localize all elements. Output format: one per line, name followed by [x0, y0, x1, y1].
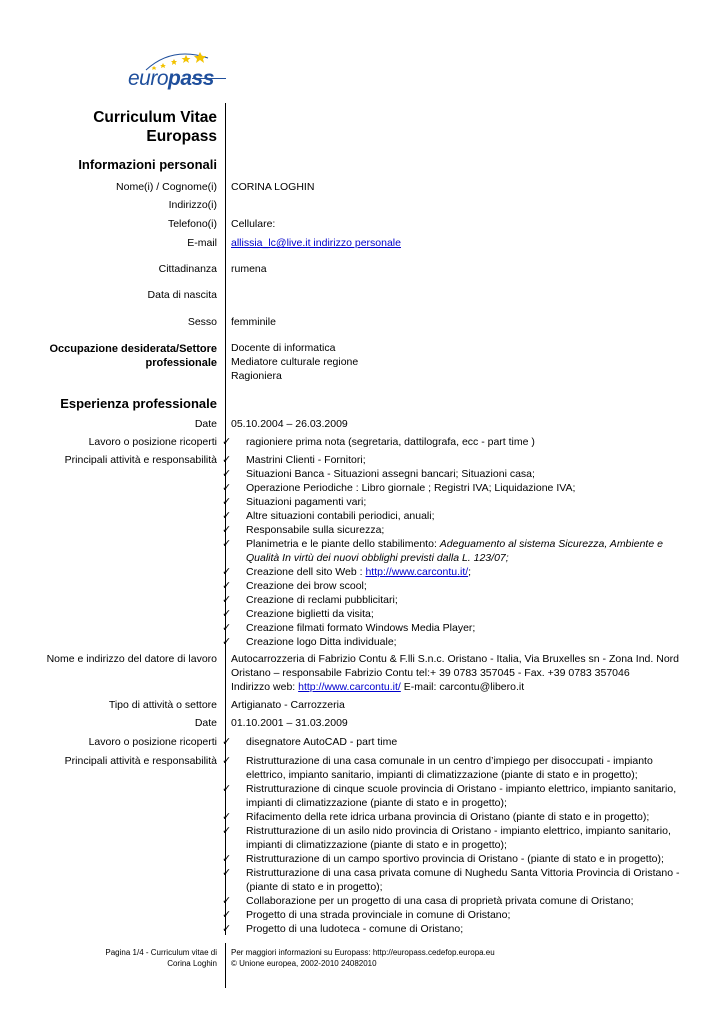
desired-value: Mediatore culturale regione — [231, 356, 359, 368]
list-item — [222, 495, 692, 509]
activity-text: Ristrutturazione di un campo sportivo provincia di Oristano - (piante di stato e in progetto); — [246, 853, 664, 865]
activity-text: Rifacimento della rete idrica urbana provincia di Oristano (piante di stato e in progetto); — [246, 811, 650, 823]
list-item — [222, 866, 692, 894]
activity-text: Ristrutturazione di un asilo nido provincia di Oristano - impianto elettrico, impianto sanitario, impianti di climatizzazione (piante di stato e in progetto); — [246, 825, 671, 851]
activity-text: Situazioni pagamenti vari; — [246, 496, 367, 508]
check-icon: ✓ — [222, 454, 232, 466]
check-icon: ✓ — [222, 608, 232, 620]
footer-divider — [225, 943, 226, 988]
list-item — [222, 579, 692, 593]
job1-activities-list — [222, 453, 692, 649]
job1-employer-value — [231, 652, 679, 694]
website-link[interactable]: http://www.carcontu.it/ — [365, 566, 469, 578]
logo-text-light: euro — [128, 67, 169, 90]
activity-text: Operazione Periodiche : Libro giornale ; Registri IVA; Liquidazione IVA; — [246, 482, 576, 494]
footer-page-info — [105, 947, 217, 969]
list-item — [222, 565, 692, 579]
check-icon: ✓ — [222, 436, 232, 448]
phone-label: Telefono(i) — [167, 218, 217, 230]
activity-text: Progetto di una strada provinciale in comune di Oristano; — [246, 909, 511, 921]
list-item — [222, 824, 692, 852]
desired-occupation-values — [231, 341, 358, 383]
activity-text: Planimetria e le piante dello stabilimento: — [246, 538, 440, 550]
name-value: CORINA LOGHIN — [231, 181, 315, 193]
check-icon: ✓ — [222, 496, 232, 508]
footer-left-line2: Corina Loghin — [167, 959, 217, 968]
employer-email: E-mail: carcontu@libero.it — [400, 681, 525, 693]
job2-activities-list — [222, 754, 692, 936]
address-label: Indirizzo(i) — [168, 199, 217, 211]
check-icon: ✓ — [222, 468, 232, 480]
list-item — [222, 635, 692, 649]
activity-text: Ristrutturazione di una casa privata comune di Nughedu Santa Vittoria Provincia di Oristano - (piante di stato e in progetto); — [246, 867, 680, 893]
activity-text: ; — [468, 566, 472, 578]
footer-europass-info — [231, 947, 495, 969]
activity-text: Creazione di reclami pubblicitari; — [246, 594, 398, 606]
check-icon: ✓ — [222, 482, 232, 494]
footer-right-line1: Per maggiori informazioni su Europass: http://europass.cedefop.europa.eu — [231, 948, 495, 957]
job2-position-value: disegnatore AutoCAD - part time — [246, 736, 398, 748]
logo-underline — [192, 78, 226, 79]
list-item — [222, 754, 692, 782]
footer-left-line1: Pagina 1/4 - Curriculum vitae di — [105, 948, 217, 957]
list-item — [222, 481, 692, 495]
email-label: E-mail — [187, 237, 217, 249]
desired-occupation-label — [50, 342, 218, 370]
name-label: Nome(i) / Cognome(i) — [116, 181, 217, 193]
employer-web-label: Indirizzo web: — [231, 681, 299, 693]
activity-text: Mastrini Clienti - Fornitori; — [246, 454, 366, 466]
employer-line: Oristano – responsabile Fabrizio Contu tel:+ 39 0783 357045 - Fax. +39 0783 357046 — [231, 667, 630, 679]
activity-text: Ristrutturazione di una casa comunale in un centro d’impiego per disoccupati - impianto elettrico, impianto sanitario, impianti di climatizzazione (piante di stato e in progetto); — [246, 755, 653, 781]
list-item — [222, 852, 692, 866]
activity-text: Responsabile sulla sicurezza; — [246, 524, 385, 536]
sex-label: Sesso — [187, 316, 217, 328]
list-item — [222, 537, 692, 565]
job1-employer-label: Nome e indirizzo del datore di lavoro — [46, 653, 217, 665]
logo-wordmark — [128, 67, 214, 91]
list-item — [222, 782, 692, 810]
logo-text-bold: pass — [168, 67, 214, 90]
list-item — [222, 908, 692, 922]
list-item — [222, 435, 692, 449]
check-icon: ✓ — [222, 755, 232, 767]
section-experience: Esperienza professionale — [60, 396, 217, 411]
job1-position-value: ragioniere prima nota (segretaria, dattilografa, ecc - part time ) — [246, 436, 535, 448]
activity-text: Collaborazione per un progetto di una casa di proprietà privata comune di Oristano; — [246, 895, 634, 907]
job2-activities-label: Principali attività e responsabilità — [64, 755, 217, 767]
check-icon: ✓ — [222, 636, 232, 648]
email-link[interactable]: allissia_lc@live.it indirizzo personale — [231, 237, 401, 249]
check-icon: ✓ — [222, 594, 232, 606]
check-icon: ✓ — [222, 580, 232, 592]
activity-text: Creazione dell sito Web : — [246, 566, 366, 578]
check-icon: ✓ — [222, 811, 232, 823]
job2-position-label: Lavoro o posizione ricoperti — [88, 736, 217, 748]
section-personal-info: Informazioni personali — [78, 157, 217, 172]
activity-text: Ristrutturazione di cinque scuole provincia di Oristano - impianto elettrico, impianto sanitario, impianti di climatizzazione (piante di stato e in progetto); — [246, 783, 677, 809]
job2-date-value: 01.10.2001 – 31.03.2009 — [231, 717, 348, 729]
birthdate-label: Data di nascita — [147, 289, 217, 301]
desired-value: Docente di informatica — [231, 342, 336, 354]
title-line1: Curriculum Vitae — [93, 109, 217, 126]
citizenship-label: Cittadinanza — [158, 263, 217, 275]
activity-text: Progetto di una ludoteca - comune di Oristano; — [246, 923, 464, 935]
phone-value: Cellulare: — [231, 218, 276, 230]
job1-sector-label: Tipo di attività o settore — [108, 699, 217, 711]
list-item — [222, 509, 692, 523]
check-icon: ✓ — [222, 923, 232, 935]
desired-label-line1: Occupazione desiderata/Settore — [49, 343, 217, 355]
sex-value: femminile — [231, 316, 276, 328]
title-line2: Europass — [146, 128, 217, 145]
activity-text: Situazioni Banca - Situazioni assegni bancari; Situazioni casa; — [246, 468, 535, 480]
job1-position-label: Lavoro o posizione ricoperti — [88, 436, 217, 448]
job1-date-label: Date — [194, 418, 217, 430]
check-icon: ✓ — [222, 909, 232, 921]
citizenship-value: rumena — [231, 263, 267, 275]
job2-position-list — [222, 735, 692, 749]
employer-web-link[interactable]: http://www.carcontu.it/ — [298, 681, 401, 693]
check-icon: ✓ — [222, 538, 232, 550]
list-item — [222, 453, 692, 467]
list-item — [222, 467, 692, 481]
job2-date-label: Date — [194, 717, 217, 729]
activity-text: Creazione dei brow scool; — [246, 580, 367, 592]
check-icon: ✓ — [222, 510, 232, 522]
employer-web-line — [231, 680, 679, 694]
list-item — [222, 810, 692, 824]
check-icon: ✓ — [222, 853, 232, 865]
list-item — [222, 607, 692, 621]
list-item — [222, 922, 692, 936]
activity-text: Creazione biglietti da visita; — [246, 608, 374, 620]
check-icon: ✓ — [222, 736, 232, 748]
list-item — [222, 894, 692, 908]
job1-date-value: 05.10.2004 – 26.03.2009 — [231, 418, 348, 430]
activity-text: Altre situazioni contabili periodici, anuali; — [246, 510, 435, 522]
check-icon: ✓ — [222, 566, 232, 578]
employer-line: Autocarrozzeria di Fabrizio Contu & F.lli S.n.c. Oristano - Italia, Via Bruxelles sn - Zona Ind. Nord — [231, 653, 679, 665]
list-item — [222, 523, 692, 537]
desired-label-line2: professionale — [145, 357, 217, 369]
page-title — [93, 108, 217, 146]
check-icon: ✓ — [222, 524, 232, 536]
check-icon: ✓ — [222, 825, 232, 837]
activity-text: Creazione filmati formato Windows Media Player; — [246, 622, 476, 634]
desired-value: Ragioniera — [231, 370, 282, 382]
check-icon: ✓ — [222, 783, 232, 795]
job1-activities-label: Principali attività e responsabilità — [64, 454, 217, 466]
footer-right-line2: © Unione europea, 2002-2010 24082010 — [231, 959, 377, 968]
check-icon: ✓ — [222, 867, 232, 879]
activity-italic-text: Adeguamento al sistema Sicurezza, Ambiente e Qualità In virtù dei nuovi obblighi previsti dalla L. 123/07; — [246, 538, 663, 564]
list-item — [222, 735, 692, 749]
europass-logo — [124, 50, 234, 100]
list-item — [222, 593, 692, 607]
job1-position-list — [222, 435, 692, 449]
check-icon: ✓ — [222, 622, 232, 634]
job1-sector-value: Artigianato - Carrozzeria — [231, 699, 345, 711]
activity-text: Creazione logo Ditta individuale; — [246, 636, 397, 648]
list-item — [222, 621, 692, 635]
check-icon: ✓ — [222, 895, 232, 907]
